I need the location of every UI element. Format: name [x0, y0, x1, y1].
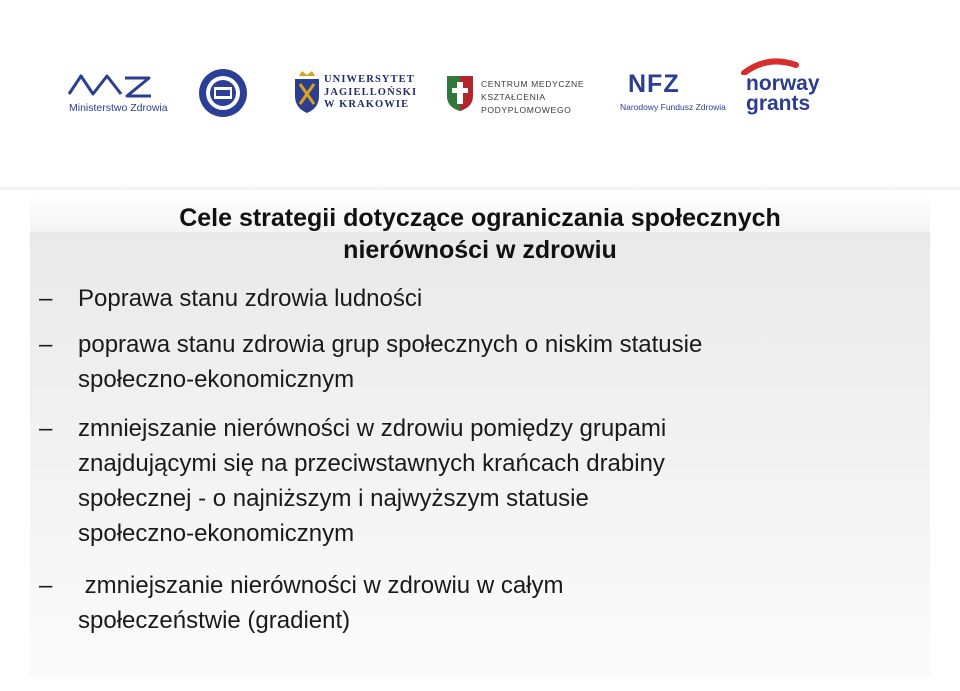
uj-crest-icon — [292, 70, 322, 114]
uj-text: UNIWERSYTET JAGIELLOŃSKI W KRAKOWIE — [324, 74, 418, 110]
nfz-mark: NFZ — [628, 70, 680, 98]
ministerstwo-zdrowia-logo — [63, 70, 168, 120]
bullet-line: społeczno-ekonomicznym — [78, 366, 355, 393]
bullet-line: społecznej - o najniższym i najwyższym statusie — [78, 485, 589, 512]
pzh-seal-logo — [197, 67, 249, 119]
norway-word: norway — [746, 72, 820, 95]
nfz-logo — [620, 70, 726, 114]
bullet-line: społeczeństwie (gradient) — [78, 607, 351, 634]
pzh-seal-icon — [197, 67, 249, 119]
nfz-label: Narodowy Fundusz Zdrowia — [620, 102, 726, 112]
bullet-dash: – — [39, 331, 53, 358]
cmkp-logo — [445, 74, 585, 116]
slide-title-line: nierówności w zdrowiu — [343, 236, 617, 264]
mz-label: Ministerstwo Zdrowia — [69, 102, 168, 114]
bullet-line: zmniejszanie nierówności w zdrowiu w całym — [78, 572, 564, 599]
uniwersytet-jagiellonski-logo — [292, 70, 418, 118]
norway-grants-logo — [738, 55, 838, 115]
grants-word: grants — [746, 92, 811, 115]
bullet-line: zmniejszanie nierówności w zdrowiu pomiędzy grupami — [78, 415, 667, 442]
mz-mark-icon — [63, 70, 159, 100]
bullet-line: Poprawa stanu zdrowia ludności — [78, 285, 423, 312]
slide-title-line: Cele strategii dotyczące ograniczania społecznych — [179, 204, 781, 232]
bullet-line: znajdującymi się na przeciwstawnych krańcach drabiny — [78, 450, 665, 477]
slide-title — [60, 202, 900, 266]
bullet-dash: – — [39, 285, 53, 312]
bullet-dash: – — [39, 415, 53, 442]
bullet-line: społeczno-ekonomicznym — [78, 520, 355, 547]
bullet-line: poprawa stanu zdrowia grup społecznych o niskim statusie — [78, 331, 703, 358]
bullet-dash: – — [39, 572, 53, 599]
cmkp-text: CENTRUM MEDYCZNE KSZTAŁCENIA PODYPLOMOWEGO — [481, 79, 585, 115]
cmkp-shield-icon — [445, 74, 475, 112]
